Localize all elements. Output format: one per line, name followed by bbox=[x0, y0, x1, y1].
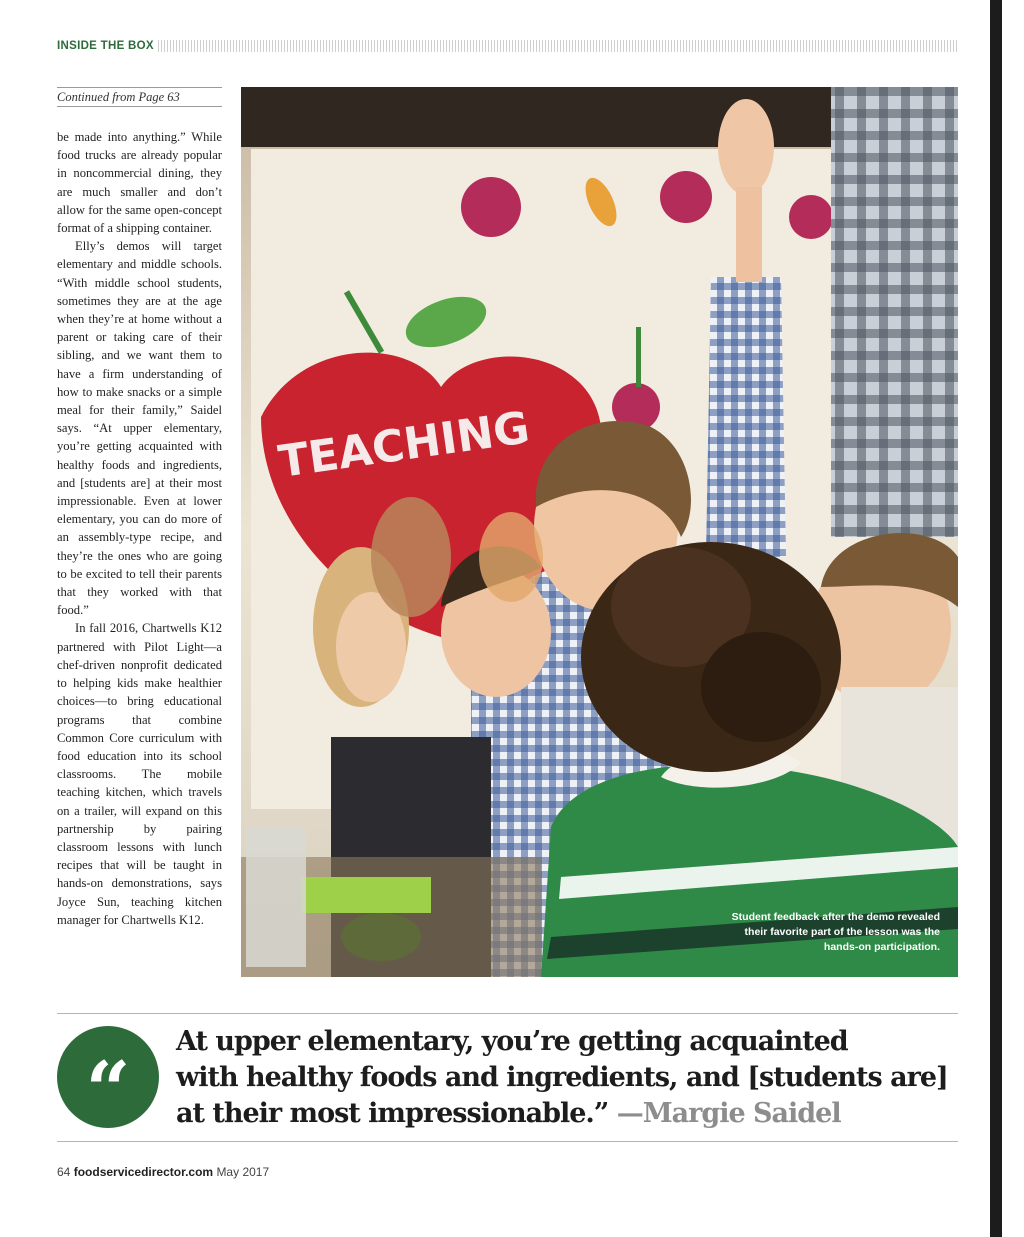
pull-quote-line: at their most impressionable.” bbox=[176, 1098, 609, 1129]
section-header bbox=[57, 38, 958, 54]
page-number: 64 bbox=[57, 1165, 71, 1179]
pull-quote-text bbox=[176, 1024, 958, 1132]
body-paragraph: be made into anything.” While food trucks are already popular in noncommercial dining, they are much smaller and don’t allow for the same open-concept format of a shipping container. bbox=[57, 130, 222, 236]
article-body-column bbox=[57, 128, 222, 986]
classroom-photo-illustration bbox=[241, 87, 958, 977]
quote-mark-icon bbox=[57, 1026, 159, 1136]
page-footer bbox=[57, 1165, 269, 1181]
body-paragraph: Elly’s demos will target elementary and middle schools. “With middle school students, sometimes they are at the age when they’re at home without a parent or taking care of their sibling, and we want them to have a firm understanding of how to make snacks or a simple meal for their family,” Saidel says. “At upper elementary, you’re getting acquainted with healthy foods and ingredients, and [students are] at their most impressionable. Even at lower elementary, you can do more of an assembly-type recipe, and they’re the ones who are going to be excited to tell their parents that they worked with that food.” bbox=[57, 239, 222, 618]
mural-text: TEACHING bbox=[275, 402, 533, 488]
issue-date: May 2017 bbox=[216, 1165, 270, 1179]
quote-glyph: “ bbox=[85, 1045, 131, 1136]
site-name: foodservicedirector.com bbox=[73, 1165, 214, 1179]
pull-quote-line: At upper elementary, you’re getting acquainted bbox=[176, 1026, 848, 1057]
classroom-photo bbox=[241, 87, 958, 977]
photo-caption: Student feedback after the demo revealed their favorite part of the lesson was the hands-on participation. bbox=[731, 911, 940, 953]
section-rule bbox=[158, 40, 958, 52]
body-paragraph: In fall 2016, Chartwells K12 partnered with Pilot Light—a chef-driven nonprofit dedicated to helping kids make healthier choices—to bring educational programs that combine Common Core curriculum with food education into its school classrooms. The mobile teaching kitchen, which travels on a trailer, will expand on this partnership by pairing classroom lessons with lunch recipes that will be taught in hands-on demonstrations, says Joyce Sun, teaching kitchen manager for Chartwells K12. bbox=[57, 621, 222, 927]
continued-from-label: Continued from Page 63 bbox=[57, 87, 222, 107]
pull-quote-line-last bbox=[176, 1096, 958, 1132]
pull-quote-attribution: —Margie Saidel bbox=[616, 1098, 841, 1129]
pull-quote-line: with healthy foods and ingredients, and [students are] bbox=[176, 1062, 948, 1093]
section-label: INSIDE THE BOX bbox=[57, 40, 154, 52]
pull-quote bbox=[57, 1013, 958, 1142]
page-edge-bar bbox=[990, 0, 1002, 1237]
